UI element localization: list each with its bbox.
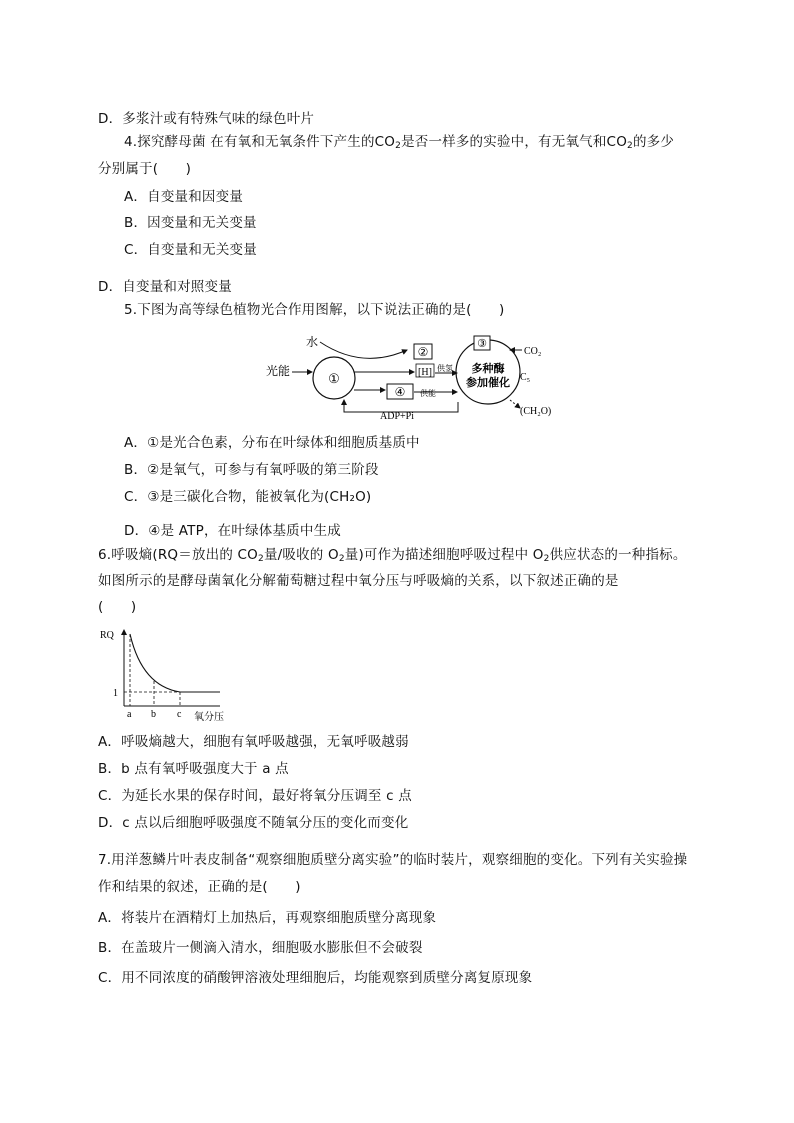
q5-option-d: D．④是 ATP，在叶绿体基质中生成 <box>124 523 341 539</box>
q6-text-1: 6.呼吸熵(RQ＝放出的 CO <box>98 547 258 563</box>
question-5-stem: 5.下图为高等绿色植物光合作用图解，以下说法正确的是( ) <box>124 302 505 318</box>
x-tick-a: a <box>127 709 132 720</box>
label-c3: ③ <box>477 338 487 350</box>
label-enzyme-1: 多种酶 <box>471 363 505 375</box>
rq-curve <box>130 634 180 692</box>
q6-option-d: D．c 点以后细胞呼吸强度不随氧分压的变化而变化 <box>98 815 409 831</box>
q7-option-b: B．在盖玻片一侧滴入清水，细胞吸水膨胀但不会破裂 <box>98 940 423 956</box>
q6-sub-2: 2 <box>338 554 345 564</box>
rq-chart <box>98 624 238 724</box>
x-tick-c: c <box>177 709 182 720</box>
label-adp: ADP+Pi <box>380 411 414 422</box>
q4-option-b: B．因变量和无关变量 <box>124 215 257 231</box>
question-6-stem-2: 如图所示的是酵母菌氧化分解葡萄糖过程中氧分压与呼吸熵的关系，以下叙述正确的是 <box>98 573 619 589</box>
label-light: 光能 <box>266 364 291 378</box>
question-7-stem-2: 作和结果的叙述，正确的是( ) <box>98 879 301 895</box>
q4-option-c: C．自变量和无关变量 <box>124 242 257 258</box>
q6-sub-3: 2 <box>543 554 550 564</box>
q6-text-3: 量)可作为描述细胞呼吸过程中 O <box>344 547 544 563</box>
label-ch2o: (CH₂O) <box>520 406 552 417</box>
label-enzyme-2: 参加催化 <box>466 377 510 389</box>
q4-sub-2: 2 <box>627 141 633 151</box>
q6-option-a: A．呼吸熵越大，细胞有氧呼吸越强，无氧呼吸越弱 <box>98 734 409 750</box>
q7-option-c: C．用不同浓度的硝酸钾溶液处理细胞后，均能观察到质壁分离复原现象 <box>98 970 533 986</box>
question-6-stem-1 <box>98 546 687 568</box>
q6-text-4: 供应状态的一种指标。 <box>549 547 687 563</box>
y-tick-1: 1 <box>113 688 118 699</box>
y-axis-label: RQ <box>100 630 114 641</box>
q4-sub-1: 2 <box>395 141 402 151</box>
label-supply-e: 供能 <box>420 389 436 398</box>
x-tick-b: b <box>151 709 156 720</box>
photosynthesis-diagram <box>262 330 562 422</box>
q5-option-c: C．③是三碳化合物，能被氧化为(CH₂O) <box>124 489 372 505</box>
q6-text-2: 量/吸收的 O <box>263 547 339 563</box>
x-axis-label: 氧分压 <box>194 712 224 723</box>
question-4-stem-2: 分别属于( ) <box>98 161 192 177</box>
q7-option-a: A．将装片在酒精灯上加热后，再观察细胞质壁分离现象 <box>98 910 437 926</box>
label-c4: ④ <box>394 385 406 399</box>
q4-text-1: 4.探究酵母菌 在有氧和无氧条件下产生的CO <box>124 134 396 150</box>
q6-sub-1: 2 <box>258 554 264 564</box>
q4-text-3: 的多少 <box>632 134 675 150</box>
question-7-stem-1: 7.用洋葱鳞片叶表皮制备“观察细胞质壁分离实验”的临时装片，观察细胞的变化。下列有关实验操 <box>98 852 688 868</box>
label-supply-h: 供氢 <box>437 364 453 373</box>
label-c1: ① <box>328 371 340 386</box>
q4-text-2: 是否一样多的实验中，有无氧气和CO <box>401 134 628 150</box>
q6-option-c: C．为延长水果的保存时间，最好将氧分压调至 c 点 <box>98 788 412 804</box>
option-d-prev: D．多浆汁或有特殊气味的绿色叶片 <box>98 111 315 127</box>
question-6-stem-3: ( ) <box>98 599 137 615</box>
q6-option-b: B．b 点有氧呼吸强度大于 a 点 <box>98 761 289 777</box>
q5-option-b: B．②是氧气，可参与有氧呼吸的第三阶段 <box>124 462 379 478</box>
label-water: 水 <box>306 335 319 349</box>
label-c5: C₅ <box>520 372 531 383</box>
label-h: [H] <box>418 367 432 378</box>
q4-option-d: D．自变量和对照变量 <box>98 279 232 295</box>
question-4-stem <box>124 133 674 155</box>
label-co2: CO₂ <box>524 346 542 357</box>
q4-option-a: A．自变量和因变量 <box>124 189 244 205</box>
label-c2: ② <box>417 345 429 359</box>
q5-option-a: A．①是光合色素，分布在叶绿体和细胞质基质中 <box>124 435 420 451</box>
